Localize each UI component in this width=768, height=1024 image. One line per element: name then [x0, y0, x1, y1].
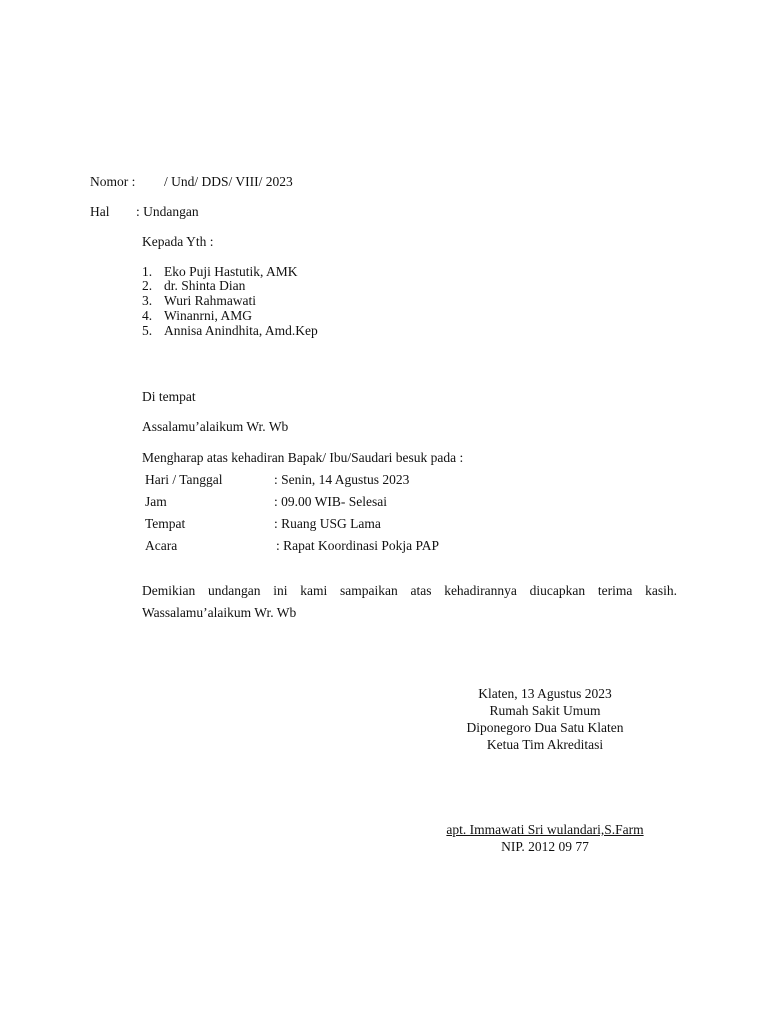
nomor-value: / Und/ DDS/ VIII/ 2023 — [164, 174, 293, 189]
list-item-number: 4. — [142, 308, 153, 323]
organization-line-2: Diponegoro Dua Satu Klaten — [466, 720, 624, 735]
list-item-number: 1. — [142, 264, 153, 279]
signer-role: Ketua Tim Akreditasi — [486, 737, 604, 752]
hal-label: Hal — [90, 204, 110, 219]
list-item-name: dr. Shinta Dian — [164, 278, 246, 293]
list-item-name: Eko Puji Hastutik, AMK — [164, 264, 298, 279]
kepada-yth: Kepada Yth : — [142, 234, 214, 249]
nomor-label: Nomor : — [90, 174, 136, 189]
detail-value: : Ruang USG Lama — [274, 516, 381, 531]
signer-name: apt. Immawati Sri wulandari,S.Farm — [446, 822, 644, 837]
list-item-number: 5. — [142, 323, 153, 338]
detail-value: : Rapat Koordinasi Pokja PAP — [276, 538, 440, 553]
di-tempat: Di tempat — [142, 389, 196, 404]
detail-label: Hari / Tanggal — [145, 472, 223, 487]
greeting: Assalamu’alaikum Wr. Wb — [142, 419, 289, 434]
detail-value: : 09.00 WIB- Selesai — [274, 494, 387, 509]
list-item-name: Annisa Anindhita, Amd.Kep — [164, 323, 318, 338]
farewell: Wassalamu’alaikum Wr. Wb — [142, 605, 297, 620]
place-date: Klaten, 13 Agustus 2023 — [478, 686, 612, 701]
intro-text: Mengharap atas kehadiran Bapak/ Ibu/Saudari besuk pada : — [142, 450, 464, 465]
list-item-number: 3. — [142, 293, 153, 308]
list-item-number: 2. — [142, 278, 153, 293]
list-item-name: Winanrni, AMG — [164, 308, 252, 323]
detail-label: Acara — [145, 538, 178, 553]
list-item-name: Wuri Rahmawati — [164, 293, 257, 308]
closing-text: Demikian undangan ini kami sampaikan atas kehadirannya diucapkan terima kasih. — [142, 583, 677, 598]
detail-label: Tempat — [145, 516, 186, 531]
hal-value: : Undangan — [136, 204, 199, 219]
detail-value: : Senin, 14 Agustus 2023 — [274, 472, 410, 487]
signer-nip: NIP. 2012 09 77 — [501, 839, 589, 854]
organization-line-1: Rumah Sakit Umum — [489, 703, 601, 718]
detail-label: Jam — [145, 494, 167, 509]
